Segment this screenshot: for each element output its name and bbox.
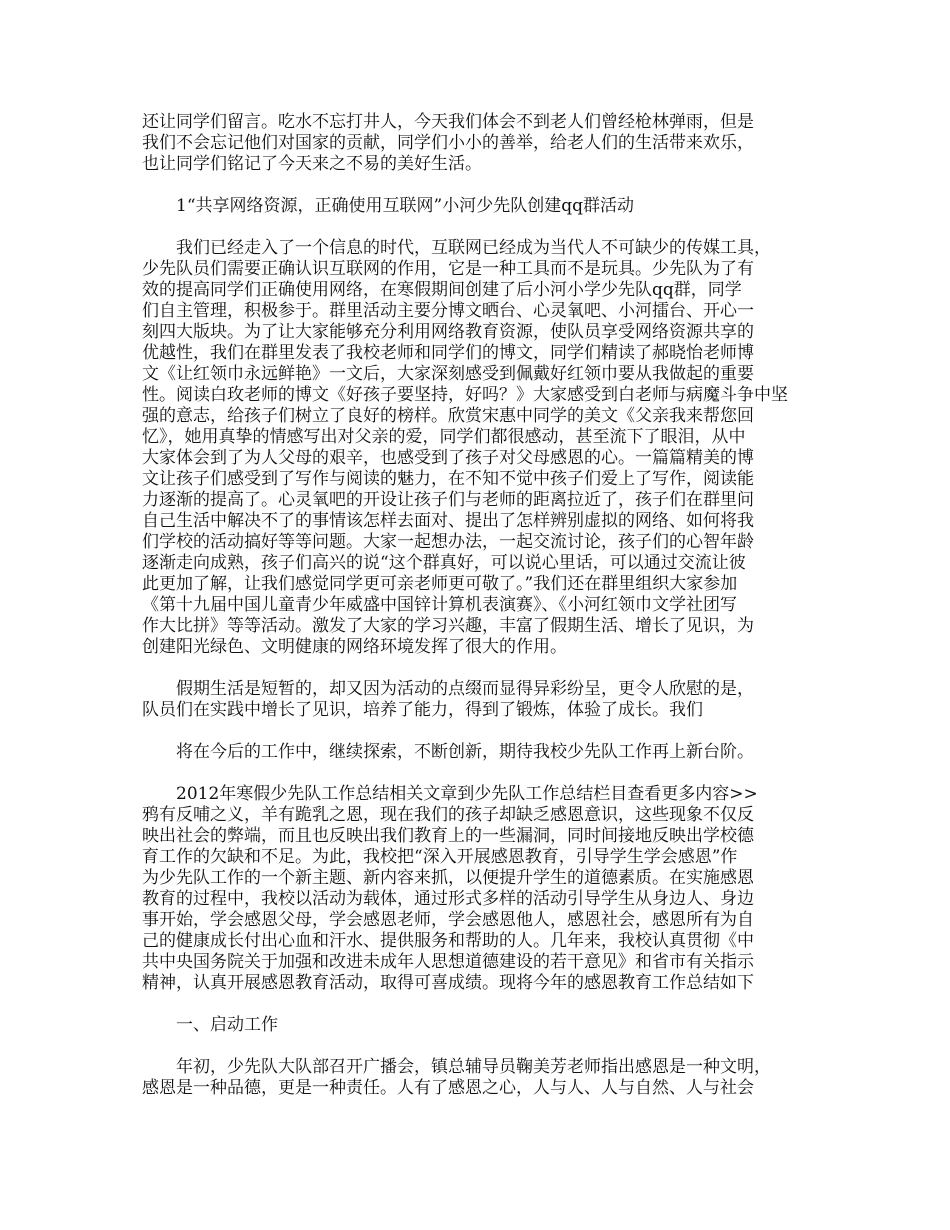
text-line: 还让同学们留言。吃水不忘打井人，今天我们体会不到老人们曾经枪林弹雨，但是 bbox=[142, 112, 754, 132]
text-line: 逐渐走向成熟，孩子们高兴的说“这个群真好，可以说心里话，可以通过交流让彼 bbox=[142, 553, 746, 573]
paragraph-1 bbox=[142, 112, 814, 175]
text-line: 文让孩子们感受到了写作与阅读的魅力，在不知不觉中孩子们爱上了写作，阅读能 bbox=[142, 469, 754, 489]
text-line: 教育的过程中，我校以活动为载体，通过形式多样的活动引导学生从身边人、身边 bbox=[142, 889, 754, 909]
text-line: 感恩是一种品德，更是一种责任。人有了感恩之心，人与人、人与自然、人与社会 bbox=[142, 1078, 754, 1098]
section-heading-1 bbox=[142, 196, 814, 217]
text-line: 也让同学们铭记了今天来之不易的美好生活。 bbox=[142, 154, 482, 174]
text-line: 效的提高同学们正确使用网络，在寒假期间创建了后小河小学少先队qq群，同学 bbox=[142, 280, 742, 300]
text-line: 性。阅读白玫老师的博文《好孩子要坚持，好吗？》大家感受到白老师与病魔斗争中坚 bbox=[142, 385, 788, 405]
heading-text: 一、启动工作 bbox=[176, 1015, 278, 1035]
document-body bbox=[142, 112, 814, 1099]
heading-text: 1“共享网络资源，正确使用互联网”小河少先队创建qq群活动 bbox=[176, 196, 634, 216]
text-line: 刻四大版块。为了让大家能够充分利用网络教育资源，使队员享受网络资源共享的 bbox=[142, 322, 754, 342]
text-line: 精神，认真开展感恩教育活动，取得可喜成绩。现将今年的感恩教育工作总结如下 bbox=[142, 973, 754, 993]
text-line: 少先队员们需要正确认识互联网的作用，它是一种工具而不是玩具。少先队为了有 bbox=[142, 259, 754, 279]
text-line: 为少先队工作的一个新主题、新内容来抓，以便提升学生的道德素质。在实施感恩 bbox=[142, 868, 754, 888]
text-line: 大家体会到了为人父母的艰辛，也感受到了孩子对父母感恩的心。一篇篇精美的博 bbox=[142, 448, 754, 468]
text-line: 们学校的活动搞好等等问题。大家一起想办法，一起交流讨论，孩子们的心智年龄 bbox=[142, 532, 754, 552]
text-line: 创建阳光绿色、文明健康的网络环境发挥了很大的作用。 bbox=[142, 637, 567, 657]
text-line: 自己生活中解决不了的事情该怎样去面对、提出了怎样辨别虚拟的网络、如何将我 bbox=[142, 511, 754, 531]
text-line: 育工作的欠缺和不足。为此，我校把“深入开展感恩教育，引导学生学会感恩”作 bbox=[142, 847, 738, 867]
text-line: 《第十九届中国儿童青少年威盛中国锌计算机表演赛》、《小河红领巾文学社团写 bbox=[142, 595, 737, 615]
text-line: 此更加了解，让我们感觉同学更可亲老师更可敬了。”我们还在群里组织大家参加 bbox=[142, 574, 738, 594]
text-line: 文《让红领巾永远鲜艳》一文后，大家深刻感受到佩戴好红领巾要从我做起的重要 bbox=[142, 364, 754, 384]
text-line: 己的健康成长付出心血和汗水、提供服务和帮助的人。几年来，我校认真贯彻《中 bbox=[142, 931, 754, 951]
text-line: 力逐渐的提高了。心灵氧吧的开设让孩子们与老师的距离拉近了，孩子们在群里问 bbox=[142, 490, 754, 510]
text-line: 忆》，她用真挚的情感写出对父亲的爱，同学们都很感动，甚至流下了眼泪，从中 bbox=[142, 427, 746, 447]
paragraph-8 bbox=[142, 1057, 814, 1099]
paragraph-6 bbox=[142, 784, 814, 994]
text-line: 队员们在实践中增长了见识，培养了能力，得到了锻炼，体验了成长。我们 bbox=[142, 700, 703, 720]
text-line: 们自主管理，积极参于。群里活动主要分博文晒台、心灵氧吧、小河擂台、开心一 bbox=[142, 301, 754, 321]
text-line: 强的意志，给孩子们树立了良好的榜样。欣赏宋惠中同学的美文《父亲我来帮您回 bbox=[142, 406, 754, 426]
text-line: 2012年寒假少先队工作总结相关文章到少先队工作总结栏目查看更多内容>> bbox=[176, 784, 758, 804]
text-line: 作大比拼》等等活动。激发了大家的学习兴趣，丰富了假期生活、增长了见识，为 bbox=[142, 616, 754, 636]
text-line: 共中央国务院关于加强和改进未成年人思想道德建设的若干意见》和省市有关指示 bbox=[142, 952, 754, 972]
text-line: 鸦有反哺之义，羊有跪乳之恩，现在我们的孩子却缺乏感恩意识，这些现象不仅反 bbox=[142, 805, 754, 825]
paragraph-4 bbox=[142, 679, 814, 721]
text-line: 事开始，学会感恩父母，学会感恩老师，学会感恩他人，感恩社会，感恩所有为自 bbox=[142, 910, 754, 930]
text-line: 假期生活是短暂的，却又因为活动的点缀而显得异彩纷呈，更令人欣慰的是， bbox=[176, 679, 754, 699]
text-line: 将在今后的工作中，继续探索，不断创新，期待我校少先队工作再上新台阶。 bbox=[176, 742, 754, 762]
paragraph-5 bbox=[142, 742, 814, 763]
text-line: 优越性，我们在群里发表了我校老师和同学们的博文，同学们精读了郝晓怡老师博 bbox=[142, 343, 754, 363]
text-line: 年初，少先队大队部召开广播会，镇总辅导员鞠美芳老师指出感恩是一种文明， bbox=[176, 1057, 771, 1077]
text-line: 我们已经走入了一个信息的时代，互联网已经成为当代人不可缺少的传媒工具， bbox=[176, 238, 771, 258]
text-line: 我们不会忘记他们对国家的贡献，同学们小小的善举，给老人们的生活带来欢乐， bbox=[142, 133, 754, 153]
section-heading-2 bbox=[142, 1015, 814, 1036]
paragraph-3 bbox=[142, 238, 814, 658]
text-line: 映出社会的弊端，而且也反映出我们教育上的一些漏洞，同时间接地反映出学校德 bbox=[142, 826, 754, 846]
